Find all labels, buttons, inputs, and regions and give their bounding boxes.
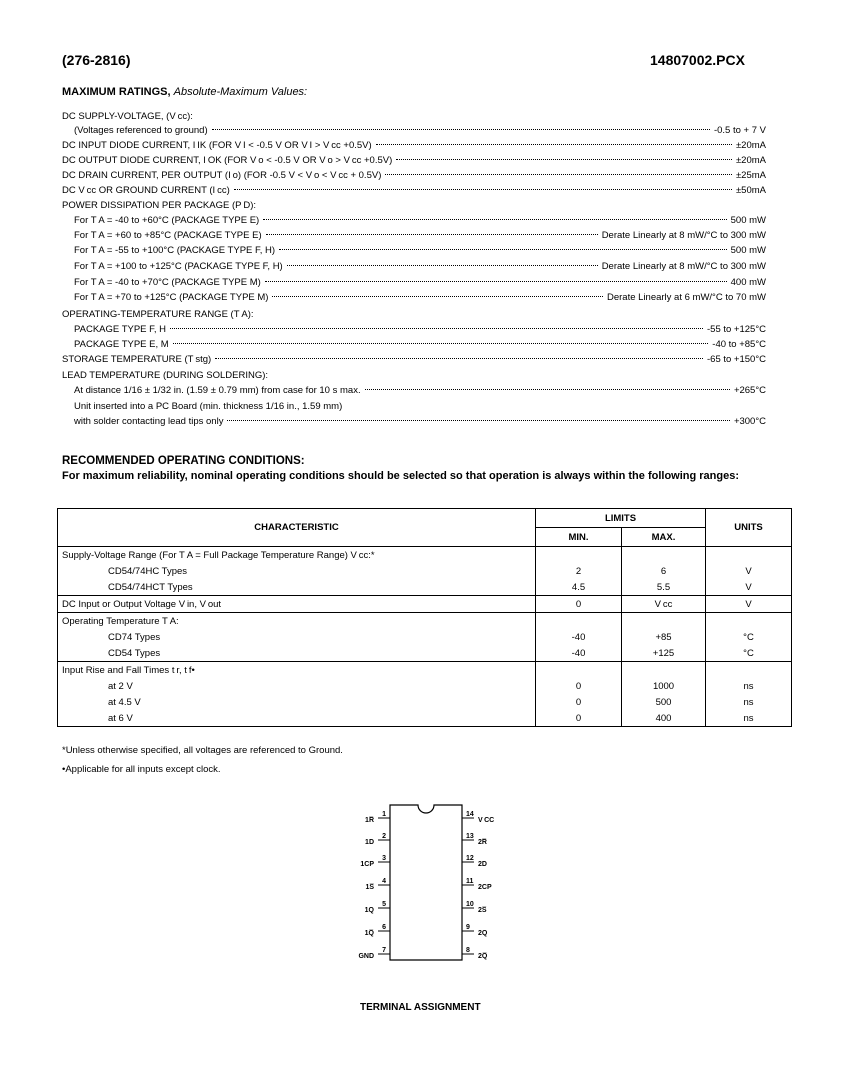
rating-value: ±20mA <box>735 155 766 166</box>
cell-min <box>536 547 622 564</box>
cell-units <box>706 662 792 679</box>
rating-line <box>74 276 766 290</box>
pin-number: 3 <box>382 855 386 862</box>
max-ratings-title-italic: Absolute-Maximum Values: <box>173 86 308 98</box>
rating-line <box>62 139 766 153</box>
leader-dots <box>265 281 727 282</box>
cell-max: 400 <box>622 710 706 727</box>
rating-label: For T A = -40 to +60°C (PACKAGE TYPE E) <box>74 215 260 226</box>
cell-min <box>536 662 622 679</box>
rating-line <box>62 369 766 383</box>
rating-line <box>74 260 766 274</box>
cell-min <box>536 613 622 630</box>
cell-min: 0 <box>536 710 622 727</box>
pin-name: 1Q̅ <box>364 930 374 937</box>
pin-number: 6 <box>382 924 386 931</box>
leader-dots <box>212 129 710 130</box>
rating-line <box>62 353 766 367</box>
table-row <box>58 678 792 694</box>
cell-units: ns <box>706 694 792 710</box>
leader-dots <box>170 328 703 329</box>
rating-label: For T A = +100 to +125°C (PACKAGE TYPE F, H) <box>74 261 283 272</box>
pin-number: 10 <box>466 901 474 908</box>
rating-label: Unit inserted into a PC Board (min. thickness 1/16 in., 1.59 mm) <box>74 401 343 412</box>
leader-dots <box>215 358 703 359</box>
leader-dots <box>376 144 732 145</box>
rating-value: ±25mA <box>735 170 766 181</box>
pin-number: 1 <box>382 811 386 818</box>
cell-characteristic: CD54 Types <box>58 645 536 662</box>
pin-number: 14 <box>466 811 474 818</box>
cell-min: 0 <box>536 694 622 710</box>
recommended-conditions-table <box>57 508 792 727</box>
rating-line <box>74 338 766 352</box>
leader-dots <box>279 249 727 250</box>
ic-body <box>390 805 462 960</box>
leader-dots <box>287 265 598 266</box>
cell-min: 0 <box>536 596 622 613</box>
rating-line <box>74 244 766 258</box>
cell-characteristic: DC Input or Output Voltage V in, V out <box>58 596 536 613</box>
table-row <box>58 662 792 679</box>
leader-dots <box>234 189 732 190</box>
table-row <box>58 596 792 613</box>
cell-min: 0 <box>536 678 622 694</box>
rating-line <box>74 400 766 414</box>
table-row <box>58 645 792 662</box>
rating-line <box>74 384 766 398</box>
cell-max <box>622 547 706 564</box>
rating-line <box>74 124 766 138</box>
col-max: MAX. <box>622 528 706 547</box>
pin-number: 5 <box>382 901 386 908</box>
rating-value: -40 to +85°C <box>712 339 766 350</box>
table-row <box>58 547 792 564</box>
doc-id-left: (276-2816) <box>62 52 131 68</box>
cell-units <box>706 547 792 564</box>
cell-units: V <box>706 579 792 596</box>
rating-line <box>74 229 766 243</box>
cell-max: 6 <box>622 563 706 579</box>
cell-units <box>706 613 792 630</box>
pin-name: 1CP <box>360 861 374 868</box>
doc-id-right: 14807002.PCX <box>650 52 745 68</box>
rating-label: For T A = +70 to +125°C (PACKAGE TYPE M) <box>74 292 269 303</box>
cell-max: 500 <box>622 694 706 710</box>
pin-number: 13 <box>466 833 474 840</box>
rating-value: +300°C <box>733 416 766 427</box>
rating-label: DC INPUT DIODE CURRENT, I IK (FOR V I < -0.5 V OR V I > V cc +0.5V) <box>62 140 372 151</box>
rating-label: DC V cc OR GROUND CURRENT (I cc) <box>62 185 230 196</box>
rating-label: For T A = -55 to +100°C (PACKAGE TYPE F, H) <box>74 245 276 256</box>
cell-max: +85 <box>622 629 706 645</box>
pin-name: V CC <box>478 817 495 824</box>
cell-characteristic: at 6 V <box>58 710 536 727</box>
rating-value: Derate Linearly at 8 mW/°C to 300 mW <box>601 261 766 272</box>
rating-label: DC SUPPLY-VOLTAGE, (V cc): <box>62 111 193 122</box>
rating-value: Derate Linearly at 6 mW/°C to 70 mW <box>606 292 766 303</box>
pin-name: GND <box>358 953 374 960</box>
pin-name: 1S̅ <box>365 884 374 891</box>
rating-value: -65 to +150°C <box>707 354 766 365</box>
ic-pins <box>358 811 494 960</box>
rating-line <box>62 308 766 322</box>
cell-characteristic: at 4.5 V <box>58 694 536 710</box>
cell-characteristic: Supply-Voltage Range (For T A = Full Package Temperature Range) V cc:* <box>58 547 536 564</box>
col-units: UNITS <box>706 509 792 547</box>
footnote-ground: *Unless otherwise specified, all voltages are referenced to Ground. <box>62 745 343 756</box>
pin-name: 2Q <box>478 930 488 937</box>
cell-units: V <box>706 563 792 579</box>
pinout-caption: TERMINAL ASSIGNMENT <box>360 1002 481 1013</box>
cell-max: 1000 <box>622 678 706 694</box>
cell-characteristic: CD54/74HC Types <box>58 563 536 579</box>
cell-min: -40 <box>536 629 622 645</box>
rating-value: 500 mW <box>730 245 766 256</box>
rating-value: Derate Linearly at 8 mW/°C to 300 mW <box>601 230 766 241</box>
pin-number: 12 <box>466 855 474 862</box>
table-row <box>58 563 792 579</box>
cell-max: +125 <box>622 645 706 662</box>
rating-label: For T A = +60 to +85°C (PACKAGE TYPE E) <box>74 230 262 241</box>
rating-value: +265°C <box>733 385 766 396</box>
rating-label: DC DRAIN CURRENT, PER OUTPUT (I o) (FOR -0.5 V < V o < V cc + 0.5V) <box>62 170 382 181</box>
rating-label: (Voltages referenced to ground) <box>74 125 208 136</box>
cell-min: 4.5 <box>536 579 622 596</box>
cell-characteristic: Operating Temperature T A: <box>58 613 536 630</box>
leader-dots <box>263 219 726 220</box>
table-row <box>58 579 792 596</box>
pin-name: 1Q <box>364 907 374 914</box>
rating-label: PACKAGE TYPE E, M <box>74 339 169 350</box>
pin-number: 11 <box>466 878 474 885</box>
pin-name: 2D <box>478 861 487 868</box>
rating-value: 500 mW <box>730 215 766 226</box>
leader-dots <box>365 389 730 390</box>
rating-line <box>74 214 766 228</box>
rating-line <box>74 291 766 305</box>
cell-units: °C <box>706 645 792 662</box>
pin-name: 1R̅ <box>365 817 374 824</box>
rating-label: PACKAGE TYPE F, H <box>74 324 167 335</box>
max-ratings-title-bold: MAXIMUM RATINGS, <box>62 86 171 98</box>
rating-value: ±50mA <box>735 185 766 196</box>
rating-label: DC OUTPUT DIODE CURRENT, I OK (FOR V o < -0.5 V OR V o > V cc +0.5V) <box>62 155 393 166</box>
cell-units: V <box>706 596 792 613</box>
cell-max: 5.5 <box>622 579 706 596</box>
rating-value: -55 to +125°C <box>707 324 766 335</box>
cell-min: -40 <box>536 645 622 662</box>
cell-max <box>622 613 706 630</box>
col-characteristic: CHARACTERISTIC <box>58 509 536 547</box>
pin-number: 9 <box>466 924 470 931</box>
col-limits: LIMITS <box>536 509 706 528</box>
cell-characteristic: CD54/74HCT Types <box>58 579 536 596</box>
rating-value: ±20mA <box>735 140 766 151</box>
cell-max <box>622 662 706 679</box>
dip14-pinout-diagram <box>350 800 500 970</box>
pin-number: 2 <box>382 833 386 840</box>
footnote-clock: •Applicable for all inputs except clock. <box>62 764 221 775</box>
rating-label: with solder contacting lead tips only <box>74 416 224 427</box>
leader-dots <box>173 343 709 344</box>
rating-label: POWER DISSIPATION PER PACKAGE (P D): <box>62 200 257 211</box>
table-row <box>58 613 792 630</box>
pin-name: 2Q̅ <box>478 953 488 960</box>
max-ratings-title <box>62 86 307 98</box>
leader-dots <box>385 174 732 175</box>
rating-label: STORAGE TEMPERATURE (T stg) <box>62 354 212 365</box>
pin-name: 2R̅ <box>478 839 487 846</box>
table-row <box>58 710 792 727</box>
rating-line <box>62 169 766 183</box>
cell-characteristic: Input Rise and Fall Times t r, t f• <box>58 662 536 679</box>
pin-number: 4 <box>382 878 386 885</box>
leader-dots <box>396 159 732 160</box>
cell-max: V cc <box>622 596 706 613</box>
table-row <box>58 629 792 645</box>
rating-line <box>62 184 766 198</box>
pin-name: 1D <box>365 839 374 846</box>
pin-number: 7 <box>382 947 386 954</box>
rating-label: LEAD TEMPERATURE (DURING SOLDERING): <box>62 370 269 381</box>
cell-units: ns <box>706 678 792 694</box>
rating-value: 400 mW <box>730 277 766 288</box>
table-row <box>58 694 792 710</box>
col-min: MIN. <box>536 528 622 547</box>
rating-label: For T A = -40 to +70°C (PACKAGE TYPE M) <box>74 277 261 288</box>
rating-line <box>62 199 766 213</box>
rating-line <box>74 323 766 337</box>
cell-units: °C <box>706 629 792 645</box>
cell-characteristic: at 2 V <box>58 678 536 694</box>
pin-name: 2CP <box>478 884 492 891</box>
recommended-title: RECOMMENDED OPERATING CONDITIONS: <box>62 455 305 467</box>
leader-dots <box>266 234 598 235</box>
cell-characteristic: CD74 Types <box>58 629 536 645</box>
rating-label: At distance 1/16 ± 1/32 in. (1.59 ± 0.79 mm) from case for 10 s max. <box>74 385 361 396</box>
leader-dots <box>272 296 603 297</box>
rating-line <box>62 154 766 168</box>
rating-value: -0.5 to + 7 V <box>713 125 766 136</box>
rating-label: OPERATING-TEMPERATURE RANGE (T A): <box>62 309 254 320</box>
leader-dots <box>227 420 729 421</box>
table-body <box>58 547 792 727</box>
pin-name: 2S̅ <box>478 907 487 914</box>
cell-min: 2 <box>536 563 622 579</box>
pin-number: 8 <box>466 947 470 954</box>
rating-line <box>62 110 766 124</box>
cell-units: ns <box>706 710 792 727</box>
rating-line <box>74 415 766 429</box>
recommended-subtitle: For maximum reliability, nominal operating conditions should be selected so that operation is always within the following ranges: <box>62 470 740 482</box>
